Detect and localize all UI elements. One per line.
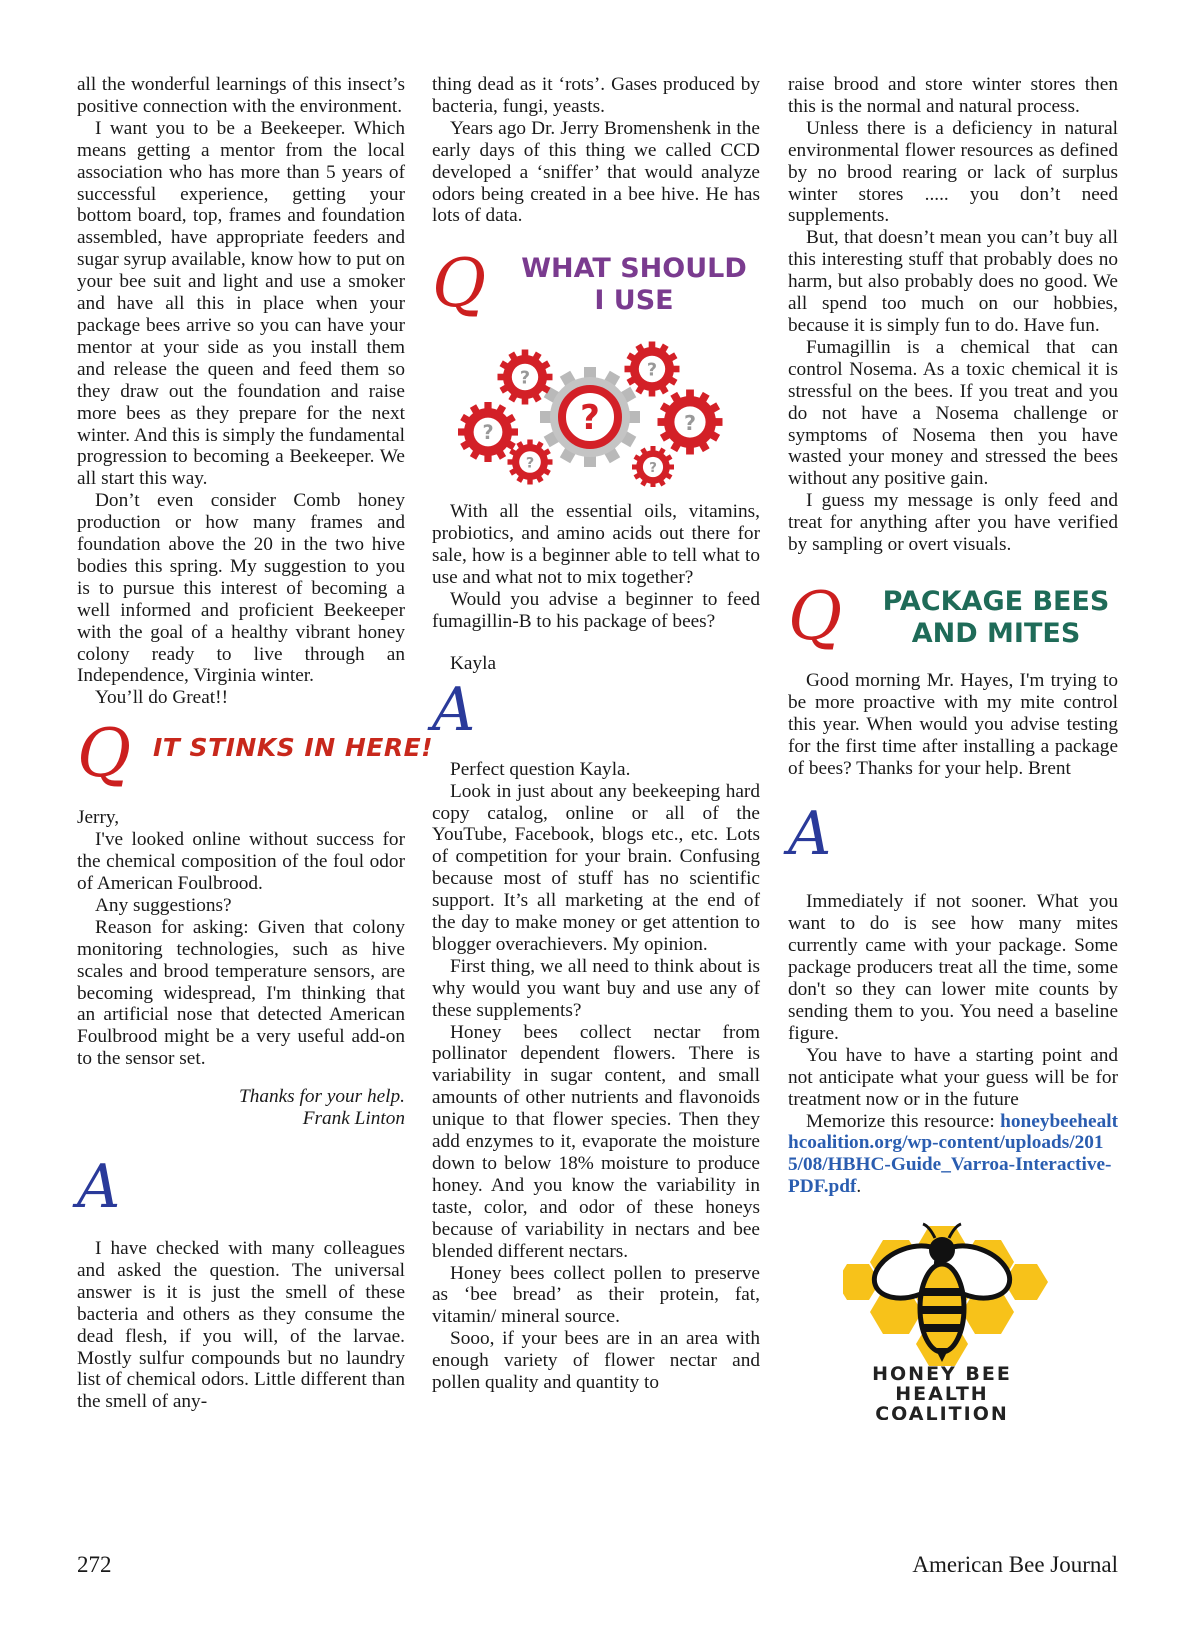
question-mark-icon: ? (482, 421, 494, 445)
column-3 (788, 74, 1118, 1420)
question-title-line: AND MITES (911, 617, 1081, 649)
question-mark-icon: ? (519, 368, 531, 389)
paragraph: I've looked online without success for the chemical composition of the foul odor of American Foulbrood. (77, 829, 405, 894)
question-mark-icon: ? (649, 461, 657, 477)
gears-question-illustration (440, 337, 740, 487)
asker-name: Kayla (450, 652, 497, 674)
paragraph: Years ago Dr. Jerry Bromenshenk in the early days of this thing we called CCD developed a ‘sniffer’ that would analyze odors being created in a bee hive. He has lots of data. (432, 117, 760, 227)
paragraph: Any suggestions? (95, 894, 232, 916)
question-mark-icon: ? (683, 411, 697, 436)
q-letter: Q (432, 245, 487, 323)
page-number: 272 (77, 1552, 112, 1577)
paragraph: Would you advise a beginner to feed fumagillin-B to his package of bees? (432, 588, 760, 632)
question-title-line: I USE (594, 285, 674, 317)
question-mark-icon: ? (580, 398, 600, 439)
question-title-line: PACKAGE BEES (882, 585, 1110, 617)
paragraph: Don’t even consider Comb honey production or how many frames and foundation above the 20 in the two hive bodies this spring. My suggestion to you is to pursue this interest of becoming a well informed and proficient Beekeeper with the goal of a healthy vibrant honey colony ready to live through an Independence, Virginia winter. (77, 490, 405, 687)
paragraph: Immediately if not sooner. What you want to do is see how many mites currently came with your package. Some package producers treat all the time, some don't so they can lower mite counts by sending them to you. You need a baseline figure. (788, 891, 1118, 1044)
column-2 (432, 74, 760, 1394)
resource-intro: Memorize this resource: (806, 1110, 1001, 1132)
center-gear (540, 367, 640, 467)
question-title (504, 253, 764, 317)
paragraph: Unless there is a deficiency in natural environmental flower resources as defined by no brood rearing or lack of surplus winter stores ..... you don’t need supplements. (788, 117, 1118, 227)
question-mark-icon: ? (646, 360, 658, 381)
q-letter: Q (77, 715, 132, 793)
paragraph: I guess my message is only feed and treat for anything after you have verified by sampling or overt visuals. (788, 490, 1118, 556)
paragraph: thing dead as it ‘rots’. Gases produced by bacteria, fungi, yeasts. (432, 74, 760, 117)
paragraph: Reason for asking: Given that colony monitoring technologies, such as hive scales and brood temperature sensors, are becoming widespread, I'm thinking that an artificial nose that detected American Foulbrood might be a very useful add-on to the sensor set. (77, 916, 405, 1070)
logo-text-line: HONEY BEE (872, 1363, 1012, 1386)
small-gear (632, 446, 674, 487)
question-title: IT STINKS IN HERE! (153, 733, 434, 763)
paragraph: Good morning Mr. Hayes, I'm trying to be more proactive with my mite control this year. When would you advise testing for the first time after installing a package of bees? Thanks for your help. Brent (788, 669, 1118, 779)
paragraph: You have to have a starting point and not anticipate what your guess will be for treatment now or in the future (788, 1044, 1118, 1110)
paragraph: With all the essential oils, vitamins, probiotics, and amino acids out there for sale, how is a beginner able to tell what to use and what not to mix together? (432, 501, 760, 589)
signature-name: Frank Linton (302, 1108, 405, 1130)
paragraph (788, 1111, 1118, 1199)
a-letter: A (77, 1151, 121, 1222)
resource-link[interactable]: honeybeehealthcoalition.org/wp-content/uploads/2015/08/HBHC-Guide_Varroa-Interactive-PDF.pdf (788, 1110, 1118, 1198)
paragraph: But, that doesn’t mean you can’t buy all this interesting stuff that probably does no harm, but also probably does no good. We all spend too much on our hobbies, because it is simply fun to do. Have fun. (788, 227, 1118, 336)
salutation: Jerry, (77, 807, 120, 829)
signature-line: Thanks for your help. (238, 1086, 405, 1108)
small-gear (458, 402, 518, 462)
small-gear (625, 342, 680, 397)
small-gear (658, 390, 723, 455)
paragraph: First thing, we all need to think about is why would you want buy and use any of these supplements? (432, 955, 760, 1021)
paragraph: Fumagillin is a chemical that can control Nosema. As a toxic chemical it is stressful on the bees. If you treat and you do not have a Nosema challenge or symptoms of Nosema then you have wasted your money and stressed the bees without any positive gain. (788, 336, 1118, 490)
question-title-line: WHAT SHOULD (521, 253, 747, 285)
paragraph: I have checked with many colleagues and asked the question. The universal answer is it is just the smell of these bacteria and others as they consume the dead flesh, if you will, of the larvae. Mostly sulfur compounds but no laundry list of chemical odors. Little different than the smell of any- (77, 1237, 405, 1413)
paragraph: Sooo, if your bees are in an area with enough variety of flower nectar and pollen quality and quantity to (432, 1328, 760, 1394)
paragraph: raise brood and store winter stores then this is the normal and natural process. (788, 74, 1118, 117)
question-mark-icon: ? (525, 455, 535, 472)
paragraph: Honey bees collect pollen to preserve as ‘bee bread’ as their protein, fat, vitamin/ mineral source. (432, 1262, 760, 1328)
question-title (866, 586, 1126, 650)
paragraph: Perfect question Kayla. (450, 758, 631, 780)
a-letter: A (432, 674, 476, 745)
question-heading-stinks (77, 715, 434, 793)
paragraph: all the wonderful learnings of this insect’s positive connection with the environment. (77, 74, 405, 117)
paragraph: Look in just about any beekeeping hard copy catalog, online or all of the YouTube, Facebook, blogs etc., etc. Lots of competition for your brain. Confusing because most of stuff has no scientific support. It’s all marketing at the end of the day to make money or get attention to blogger overachievers. My opinion. (432, 780, 760, 955)
paragraph: I want you to be a Beekeeper. Which means getting a mentor from the local association who has more than 5 years of successful experience, getting your bottom board, top, frames and foundation assembled, have appropriate feeders and sugar syrup available, know how to put on your bee suit and light and use a smoker and have all this in place when your package bees arrive so you can have your mentor at your side as you install them and release the queen and feed them so they draw out the foundation and raise more bees as they prepare for the next winter. And this is simply the fundamental progression to becoming a Beekeeper. We all start this way. (77, 117, 405, 490)
q-letter: Q (788, 577, 843, 655)
signature (77, 1086, 405, 1130)
journal-name: American Bee Journal (912, 1552, 1118, 1577)
logo-text-line: HEALTH (895, 1383, 989, 1406)
paragraph: Honey bees collect nectar from pollinator dependent flowers. There is variability in sugar content, and small amounts of other nutrients and flavonoids unique to that flower species. Then they add enzymes to it, evaporate the moisture down to below 18% moisture to produce honey. And you know the variability in taste, color, and odor of these honeys because of variability in nectars and bee blended different nectars. (432, 1021, 760, 1262)
paragraph: You’ll do Great!! (95, 687, 228, 709)
question-heading-what-should-i-use (432, 245, 760, 323)
column-1 (77, 74, 434, 1413)
honey-bee-health-coalition-logo (843, 1220, 1063, 1420)
resource-period: . (856, 1176, 862, 1198)
logo-text-line: COALITION (875, 1403, 1009, 1421)
question-heading-package-bees (788, 577, 1118, 655)
a-letter: A (788, 799, 832, 870)
